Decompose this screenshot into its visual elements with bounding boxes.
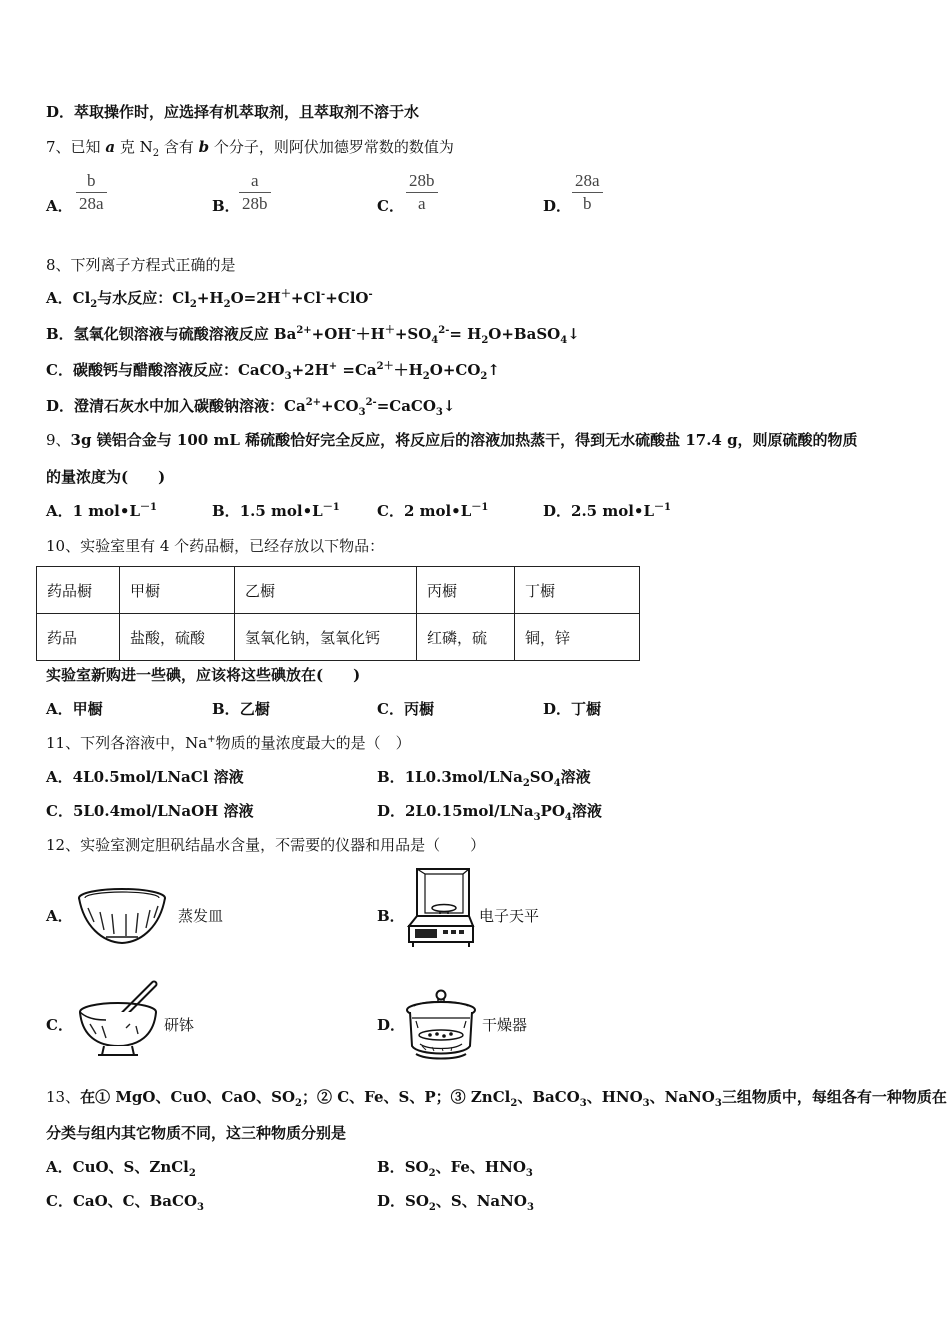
q13-option-d: D．$SO_2$、S、NaNO$_3$ bbox=[377, 1192, 534, 1213]
q12-option-c-label: C． bbox=[46, 1016, 73, 1034]
q12-option-a-label: A． bbox=[46, 907, 73, 925]
q7-option-b-label: B． bbox=[212, 197, 240, 215]
q9-stem-line2: 的量浓度为( ) bbox=[46, 468, 166, 486]
q9-stem-line1: 9、3g 镁铝合金与 100 mL 稀硫酸恰好完全反应，将反应后的溶液加热蒸干，得到无水硫酸盐 17.4 g，则原硫酸的物质 bbox=[46, 431, 858, 449]
mortar-and-pestle-icon bbox=[76, 980, 160, 1062]
table-cell: 丁橱 bbox=[515, 567, 640, 614]
q11-option-a: A．4L0.5mol/LNaCl 溶液 bbox=[46, 768, 244, 786]
table-cell: 药品 bbox=[37, 614, 120, 661]
table-cell: 丙橱 bbox=[417, 567, 515, 614]
q7-stem: 7、已知 a 克 $N_2$ 含有 b 个分子，则阿伏加德罗常数的数值为 bbox=[46, 138, 454, 159]
q13-stem-line2: 分类与组内其它物质不同，这三种物质分别是 bbox=[46, 1124, 347, 1142]
q13-option-b: B．$SO_2$、Fe、$HNO_3$ bbox=[377, 1158, 533, 1179]
q10-after-text: 实验室新购进一些碘，应该将这些碘放在( ) bbox=[46, 666, 361, 684]
q11-option-c: C．5L0.4mol/LNaOH 溶液 bbox=[46, 802, 254, 820]
q8-option-a: A．$Cl_2$与水反应：$Cl_2+H_2O=2H^++Cl^-+ClO^-$ bbox=[46, 289, 373, 310]
table-cell: 氢氧化钠，氢氧化钙 bbox=[235, 614, 417, 661]
electronic-balance-icon bbox=[405, 866, 477, 950]
q9-option-b: B．1.5 $mol•L^{-1}$ bbox=[212, 502, 340, 520]
q10-stem: 10、实验室里有 4 个药品橱，已经存放以下物品： bbox=[46, 537, 385, 555]
q12-option-d-label: D． bbox=[377, 1016, 406, 1034]
table-cell: 铜，锌 bbox=[515, 614, 640, 661]
desiccator-icon bbox=[404, 988, 478, 1062]
q9-option-a: A．1 $mol•L^{-1}$ bbox=[46, 502, 157, 520]
table-cell: 盐酸，硫酸 bbox=[120, 614, 235, 661]
table-row bbox=[37, 614, 640, 661]
table-row bbox=[37, 567, 640, 614]
q13-option-c: C．CaO、C、BaCO$_3$ bbox=[46, 1192, 204, 1213]
q7-option-c-label: C． bbox=[377, 197, 404, 215]
table-cell: 乙橱 bbox=[235, 567, 417, 614]
evaporating-dish-icon bbox=[76, 886, 168, 948]
q8-stem: 8、下列离子方程式正确的是 bbox=[46, 256, 236, 274]
q9-option-c: C．2 $mol•L^{-1}$ bbox=[377, 502, 489, 520]
q8-option-c: C．碳酸钙与醋酸溶液反应：CaCO$_3$+2H+ $=Ca^{2+}+H_2O+CO_2↑$ bbox=[46, 361, 500, 382]
q12-option-b-label: B． bbox=[377, 907, 405, 925]
q12-stem: 12、实验室测定胆矾结晶水含量，不需要的仪器和用品是（ ） bbox=[46, 836, 486, 854]
q7-option-d-label: D． bbox=[543, 197, 572, 215]
q9-option-d: D．2.5 $mol•L^{-1}$ bbox=[543, 502, 672, 520]
q10-option-d: D．丁橱 bbox=[543, 700, 602, 718]
table-cell: 甲橱 bbox=[120, 567, 235, 614]
table-cell: 红磷，硫 bbox=[417, 614, 515, 661]
q8-option-b: B．氢氧化钡溶液与硫酸溶液反应 $Ba^{2+}+OH^-+H^++SO_4^{2-}=$ $H_2O+BaSO_4↓$ bbox=[46, 325, 580, 346]
q13-option-a: A．CuO、S、ZnCl$_2$ bbox=[46, 1158, 196, 1179]
table-cell: 药品橱 bbox=[37, 567, 120, 614]
q10-option-c: C．丙橱 bbox=[377, 700, 434, 718]
q12-option-c-text: 研钵 bbox=[164, 1016, 195, 1034]
q13-stem-line1: 13、在① MgO、CuO、CaO、$SO_2$；② C、Fe、S、P；③ ZnCl$_2$、BaCO$_3$、$HNO_3$、NaNO$_3$三组物质中，每组各有一种物质在 bbox=[46, 1088, 947, 1109]
q12-option-b-text: 电子天平 bbox=[479, 907, 540, 925]
q8-option-d: D．澄清石灰水中加入碳酸钠溶液：$Ca^{2+}+CO_3^{2-}=CaCO_3↓$ bbox=[46, 397, 456, 418]
q10-option-a: A．甲橱 bbox=[46, 700, 103, 718]
q6-option-d: D．萃取操作时，应选择有机萃取剂，且萃取剂不溶于水 bbox=[46, 103, 420, 121]
q12-option-a-text: 蒸发皿 bbox=[178, 907, 224, 925]
q7-option-d-fraction: 28a b bbox=[572, 170, 603, 215]
q7-option-b-fraction: a 28b bbox=[239, 170, 271, 215]
q11-stem: 11、下列各溶液中，Na+物质的量浓度最大的是（ ） bbox=[46, 734, 411, 752]
q11-option-d: D．$2L0.15mol/LNa_3PO_4$溶液 bbox=[377, 802, 602, 823]
q12-option-d-text: 干燥器 bbox=[482, 1016, 528, 1034]
q7-option-a-fraction: b 28a bbox=[76, 170, 107, 215]
q10-cabinet-table bbox=[36, 566, 640, 661]
q10-option-b: B．乙橱 bbox=[212, 700, 270, 718]
q11-option-b: B．$1L0.3mol/LNa_2SO_4$溶液 bbox=[377, 768, 591, 789]
q7-option-c-fraction: 28b a bbox=[406, 170, 438, 215]
q7-option-a-label: A． bbox=[46, 197, 73, 215]
